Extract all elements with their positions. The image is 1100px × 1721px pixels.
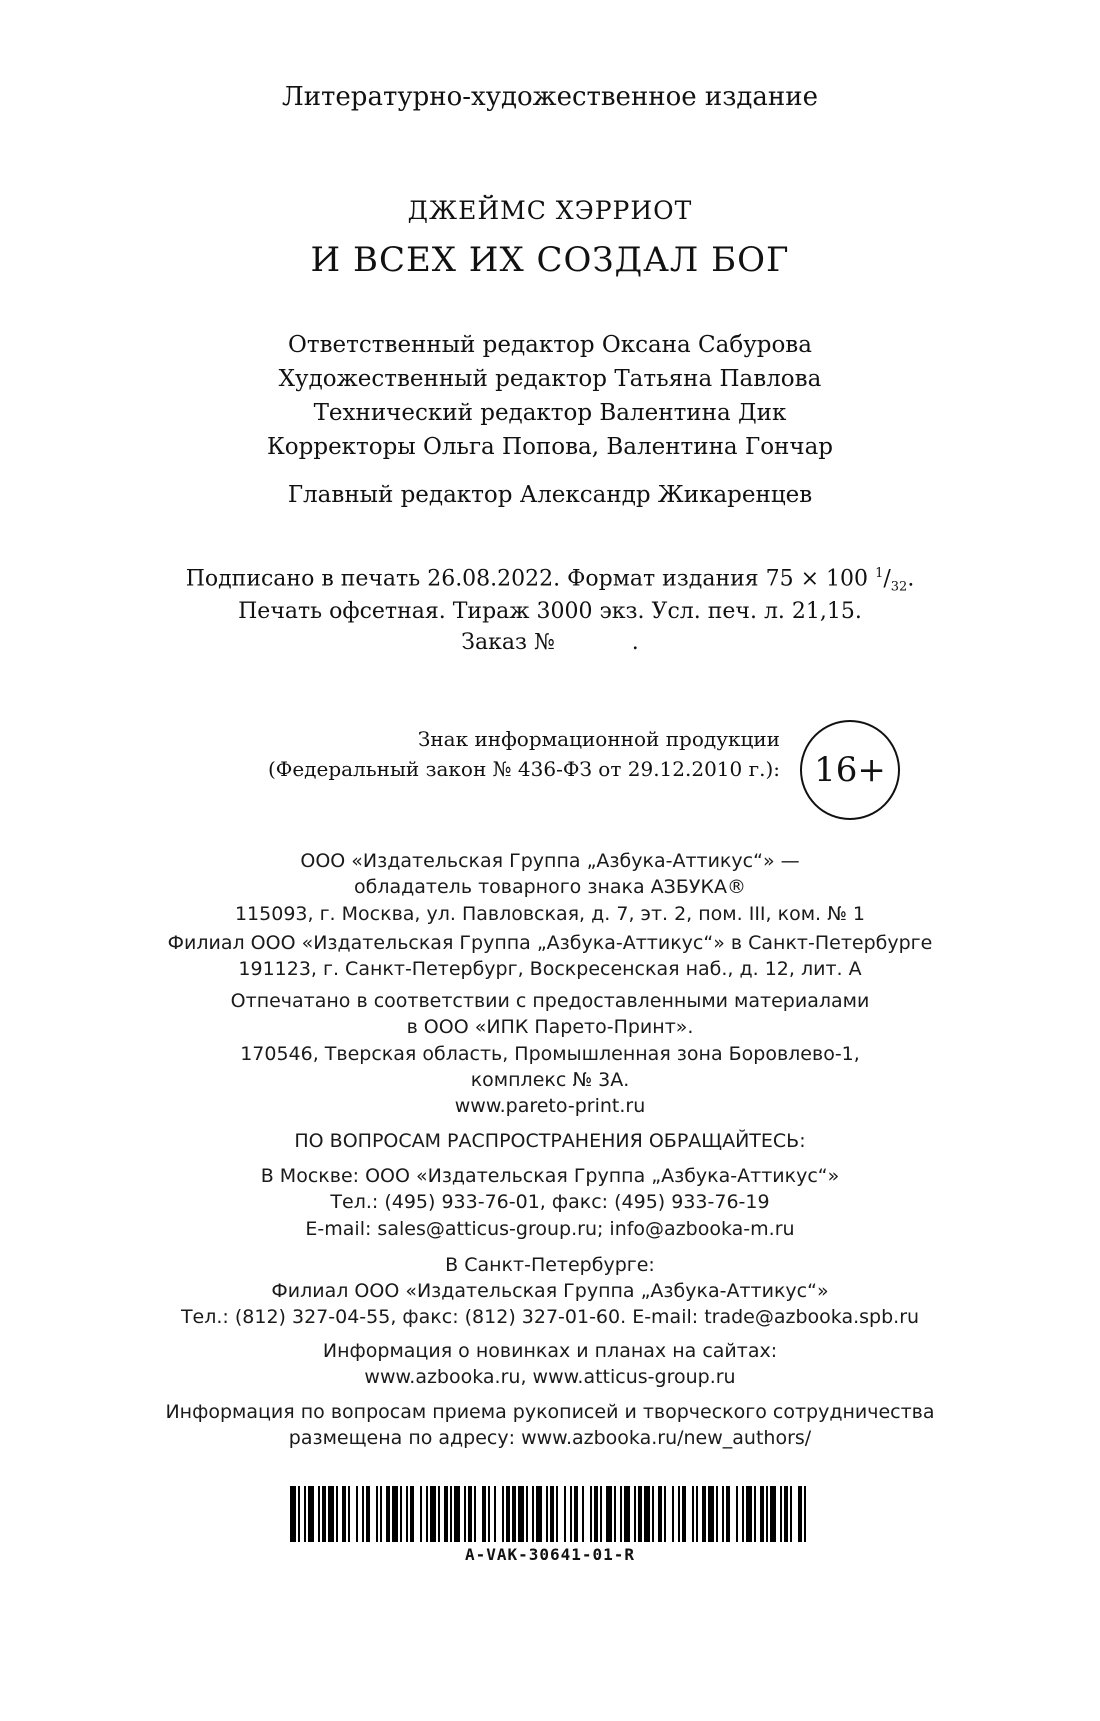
barcode-bar	[664, 1486, 666, 1542]
barcode-bar	[420, 1486, 422, 1542]
barcode-bar	[308, 1486, 314, 1542]
fraction-numerator: 1	[875, 566, 884, 581]
barcode-bar	[766, 1486, 768, 1542]
barcode-bar	[754, 1486, 756, 1542]
staff-line: Художественный редактор Татьяна Павлова	[278, 366, 822, 392]
barcode-bar	[760, 1486, 764, 1542]
barcode-bar	[376, 1486, 378, 1542]
barcode-bar	[336, 1486, 338, 1542]
barcode-bar	[644, 1486, 650, 1542]
barcode-bar	[526, 1486, 528, 1542]
imprint-format: Подписано в печать 26.08.2022. Формат издания 75 × 100	[185, 566, 869, 592]
barcode-bar	[546, 1486, 548, 1542]
barcode-bar	[652, 1486, 654, 1542]
branch-line: Филиал ООО «Издательская Группа „Азбука-Аттикус“» в Санкт-Петербурге	[167, 932, 933, 954]
barcode-bar	[722, 1486, 724, 1542]
publisher-line: ООО «Издательская Группа „Азбука-Аттикус“» —	[300, 850, 800, 872]
barcode-bar	[482, 1486, 486, 1542]
fraction-end: .	[907, 566, 915, 592]
barcode-bar	[606, 1486, 612, 1542]
printer-line: Отпечатано в соответствии с предоставленными материалами	[230, 990, 870, 1012]
barcode-bar	[410, 1486, 414, 1542]
staff-line: Корректоры Ольга Попова, Валентина Гончар	[266, 434, 834, 460]
barcode-bar	[574, 1486, 578, 1542]
barcode-bar	[454, 1486, 460, 1542]
barcode-bar	[784, 1486, 788, 1542]
websites-list: www.azbooka.ru, www.atticus-group.ru	[364, 1366, 736, 1388]
barcode-bar	[392, 1486, 398, 1542]
barcode-bar	[512, 1486, 516, 1542]
branch-address: 191123, г. Санкт-Петербург, Воскресенская наб., д. 12, лит. А	[238, 958, 862, 980]
barcode-bar	[746, 1486, 752, 1542]
barcode-bar	[614, 1486, 616, 1542]
barcode-bar	[450, 1486, 452, 1542]
order-number: Заказ № .	[461, 630, 639, 655]
moscow-email: E-mail: sales@atticus-group.ru; info@azbooka-m.ru	[305, 1218, 795, 1240]
barcode	[290, 1486, 810, 1542]
barcode-bar	[742, 1486, 744, 1542]
barcode-bar	[380, 1486, 382, 1542]
barcode-bar	[356, 1486, 358, 1542]
printer-address: 170546, Тверская область, Промышленная зона Боровлево-1,	[240, 1043, 860, 1065]
barcode-bar	[536, 1486, 542, 1542]
barcode-bar	[692, 1486, 694, 1542]
moscow-contact: В Москве: ООО «Издательская Группа „Азбука-Аттикус“»	[260, 1165, 840, 1187]
barcode-bar	[624, 1486, 630, 1542]
barcode-bar	[430, 1486, 436, 1542]
staff-line: Технический редактор Валентина Дик	[313, 400, 787, 426]
barcode-bar	[494, 1486, 496, 1542]
staff-line: Ответственный редактор Оксана Сабурова	[288, 332, 812, 358]
barcode-bar	[682, 1486, 686, 1542]
manuscripts-info: Информация по вопросам приема рукописей и творческого сотрудничества	[165, 1401, 935, 1423]
barcode-bar	[594, 1486, 598, 1542]
barcode-bar	[362, 1486, 364, 1542]
barcode-bar	[550, 1486, 554, 1542]
barcode-bar	[474, 1486, 476, 1542]
imprint-line-1: Подписано в печать 26.08.2022. Формат издания 75 × 100 $^1/_{32}$.	[185, 566, 915, 595]
barcode-bar	[804, 1486, 806, 1542]
barcode-bar	[716, 1486, 718, 1542]
barcode-bar	[790, 1486, 792, 1542]
barcode-bar	[406, 1486, 408, 1542]
barcode-bar	[798, 1486, 802, 1542]
barcode-bar	[348, 1486, 350, 1542]
barcode-bar	[366, 1486, 370, 1542]
barcode-bar	[582, 1486, 584, 1542]
moscow-phone: Тел.: (495) 933-76-01, факс: (495) 933-76-19	[330, 1191, 770, 1213]
barcode-bar	[488, 1486, 490, 1542]
barcode-bar	[464, 1486, 466, 1542]
barcode-bar	[564, 1486, 566, 1542]
spb-contact: Филиал ООО «Издательская Группа „Азбука-Аттикус“»	[271, 1280, 829, 1302]
barcode-bar	[438, 1486, 440, 1542]
publisher-address: 115093, г. Москва, ул. Павловская, д. 7, эт. 2, пом. III, ком. № 1	[234, 903, 866, 925]
barcode-bar	[620, 1486, 622, 1542]
imprint-line-2: Печать офсетная. Тираж 3000 экз. Усл. печ. л. 21,15.	[238, 599, 862, 624]
barcode-bar	[736, 1486, 738, 1542]
barcode-bar	[780, 1486, 782, 1542]
book-title: И ВСЕХ ИХ СОЗДАЛ БОГ	[310, 240, 790, 280]
websites-info: Информация о новинках и планах на сайтах:	[322, 1340, 778, 1362]
barcode-bar	[600, 1486, 602, 1542]
spb-contact: В Санкт-Петербурге:	[445, 1254, 655, 1276]
barcode-bar	[658, 1486, 662, 1542]
barcode-bar	[696, 1486, 698, 1542]
barcode-bar	[638, 1486, 642, 1542]
age-rating-label	[180, 724, 780, 784]
barcode-bar	[400, 1486, 402, 1542]
barcode-bar	[468, 1486, 472, 1542]
barcode-bar	[290, 1486, 296, 1542]
publisher-line: обладатель товарного знака АЗБУКА®	[354, 876, 746, 898]
printer-website: www.pareto-print.ru	[454, 1095, 646, 1117]
author-name: ДЖЕЙМС ХЭРРИОТ	[407, 196, 693, 225]
barcode-bar	[634, 1486, 636, 1542]
barcode-bar	[702, 1486, 706, 1542]
chief-editor: Главный редактор Александр Жикаренцев	[287, 482, 813, 508]
barcode-bar	[518, 1486, 524, 1542]
barcode-bar	[506, 1486, 510, 1542]
edition-type: Литературно-художественное издание	[282, 82, 818, 112]
barcode-bar	[726, 1486, 730, 1542]
barcode-bar	[342, 1486, 346, 1542]
distribution-heading: ПО ВОПРОСАМ РАСПРОСТРАНЕНИЯ ОБРАЩАЙТЕСЬ:	[294, 1130, 806, 1152]
barcode-bar	[328, 1486, 334, 1542]
barcode-bar	[304, 1486, 306, 1542]
barcode-bar	[678, 1486, 680, 1542]
barcode-code: A-VAK-30641-01-R	[464, 1545, 636, 1564]
barcode-bar	[502, 1486, 504, 1542]
barcode-bar	[708, 1486, 714, 1542]
barcode-bar	[556, 1486, 558, 1542]
fraction-denominator: 32	[890, 579, 908, 595]
printer-address: комплекс № 3А.	[470, 1069, 630, 1091]
age-label-line-1: Знак информационной продукции	[417, 727, 780, 751]
barcode-bar	[386, 1486, 390, 1542]
barcode-bar	[672, 1486, 674, 1542]
barcode-bar	[590, 1486, 592, 1542]
barcode-bar	[298, 1486, 300, 1542]
manuscripts-address: размещена по адресу: www.azbooka.ru/new_authors/	[288, 1427, 812, 1449]
barcode-bar	[770, 1486, 776, 1542]
age-rating-badge: 16+	[800, 720, 900, 820]
barcode-bar	[318, 1486, 320, 1542]
barcode-bar	[570, 1486, 572, 1542]
barcode-bar	[322, 1486, 326, 1542]
barcode-bar	[444, 1486, 448, 1542]
barcode-bar	[532, 1486, 534, 1542]
spb-phone: Тел.: (812) 327-04-55, факс: (812) 327-01-60. E-mail: trade@azbooka.spb.ru	[180, 1306, 920, 1328]
printer-line: в ООО «ИПК Парето-Принт».	[406, 1016, 694, 1038]
age-label-line-2: (Федеральный закон № 436-ФЗ от 29.12.2010 г.):	[267, 757, 780, 781]
barcode-bar	[426, 1486, 428, 1542]
